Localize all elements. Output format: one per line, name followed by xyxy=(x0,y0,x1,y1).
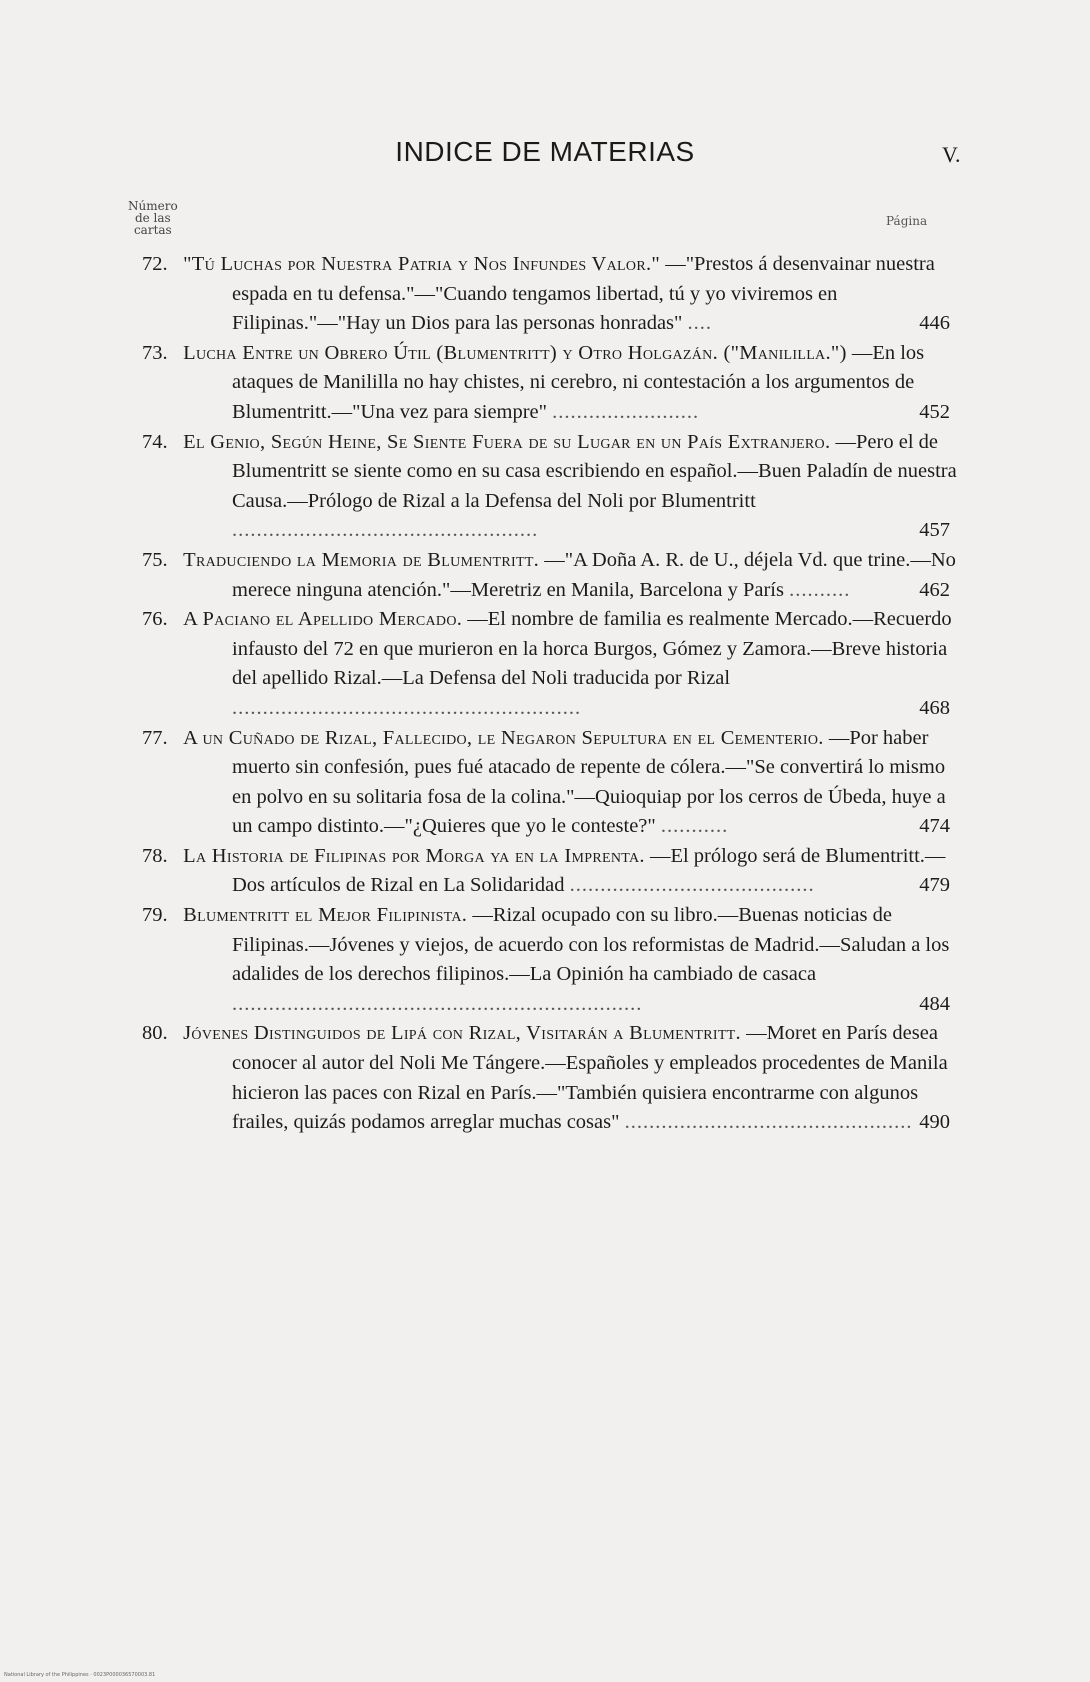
entry-page-number: 468 xyxy=(919,696,950,719)
entry-number: 74. xyxy=(142,430,168,453)
index-entries xyxy=(0,250,1090,1138)
entry-description: —"Prestos á desenvainar nuestra espada en tu defensa."—"Cuando tengamos libertad, tú y yo viviremos en Filipinas."—"Hay un Dios para las personas honradas" xyxy=(232,253,935,335)
entry-page-number: 474 xyxy=(919,815,950,838)
entry-number: 73. xyxy=(142,341,168,364)
column-label-right: Página xyxy=(886,214,928,228)
entry-text-block xyxy=(142,1019,958,1137)
entry-title: A Paciano el Apellido Mercado. xyxy=(183,608,463,631)
entry-leader-dots: ......................................................... xyxy=(232,696,582,719)
entry-title: El Genio, Según Heine, Se Siente Fuera de su Lugar en un País Extranjero. xyxy=(183,430,831,453)
entry-number: 72. xyxy=(142,253,168,275)
scan-source-footer: National Library of the Philippines · 0023P000036570003.81 xyxy=(4,1672,156,1678)
entry-title: Jóvenes Distinguidos de Lipá con Rizal, Visitarán a Blumentritt. xyxy=(183,1022,741,1045)
page-numeral: V. xyxy=(942,142,961,167)
entry-title: Blumentritt el Mejor Filipinista. xyxy=(183,904,468,927)
entry-leader-dots: ........................................ xyxy=(569,874,815,897)
entry-text-block xyxy=(142,546,958,605)
entry-leader-dots: .......... xyxy=(789,578,851,601)
entry-title: Lucha Entre un Obrero Útil (Blumentritt) y Otro Holgazán. ("Manililla.") xyxy=(183,341,847,364)
column-label-left-line-1: Número xyxy=(128,199,178,213)
entry-leader-dots: ........................ xyxy=(552,400,700,423)
entry-description: —En los ataques de Manililla no hay chistes, ni cerebro, ni contestación a los argumentos de Blumentritt.—"Una vez para siempre" xyxy=(232,341,925,423)
entry-number: 75. xyxy=(142,548,168,571)
entry-number: 79. xyxy=(142,904,168,927)
entry-description: —Pero el de Blumentritt se siente como en su casa escribiendo en español.—Buen Paladín de nuestra Causa.—Prólogo de Rizal a la Defensa del Noli por Blumentritt xyxy=(232,430,957,512)
index-entry-74 xyxy=(142,428,957,546)
entry-text-block xyxy=(142,339,958,428)
entry-text-block xyxy=(142,605,958,723)
entry-title: "Tú Luchas por Nuestra Patria y Nos Infundes Valor." xyxy=(183,253,661,275)
entry-page-number: 479 xyxy=(919,874,950,897)
entry-description: —Por haber muerto sin confesión, pues fué atacado de repente de cólera.—"Se convertirá lo mismo en polvo en su solitaria fosa de la colina."—Quioquiap por los cerros de Úbeda, huye a un campo distinto.—"¿Quieres que yo le conteste?" xyxy=(232,726,946,838)
column-label-left-line-2: de las xyxy=(134,211,171,225)
column-label-left xyxy=(128,200,178,236)
entry-page-number: 484 xyxy=(919,992,950,1015)
index-entry-79 xyxy=(142,901,950,1019)
entry-description: —Moret en París desea conocer al autor del Noli Me Tángere.—Españoles y empleados procedentes de Manila hicieron las paces con Rizal en París.—"También quisiera encontrarme con algunos frailes, quizás podamos arreglar muchas cosas" xyxy=(232,1022,948,1134)
entry-title: La Historia de Filipinas por Morga ya en la Imprenta. xyxy=(183,844,645,867)
index-entry-80 xyxy=(142,1019,950,1137)
entry-number: 76. xyxy=(142,608,168,631)
entry-leader-dots: ............................................... xyxy=(624,1111,913,1134)
entry-number: 78. xyxy=(142,844,168,867)
entry-title: Traduciendo la Memoria de Blumentritt. xyxy=(183,548,540,571)
entry-number: 80. xyxy=(142,1022,168,1045)
entry-title: A un Cuñado de Rizal, Fallecido, le Negaron Sepultura en el Cementerio. xyxy=(183,726,824,749)
entry-leader-dots: ........... xyxy=(660,815,729,838)
entry-description: —Rizal ocupado con su libro.—Buenas noticias de Filipinas.—Jóvenes y viejos, de acuerdo con los reformistas de Madrid.—Saludan a los adalides de los derechos filipinos.—La Opinión ha cambiado de casaca xyxy=(232,904,950,986)
entry-leader-dots: .................................................. xyxy=(232,519,539,542)
entry-text-block xyxy=(142,724,958,842)
entry-leader-dots: .... xyxy=(687,312,713,335)
index-entry-77 xyxy=(142,724,950,842)
entry-text-block xyxy=(142,901,958,1019)
entry-text-block xyxy=(142,428,958,546)
column-label-left-line-3: cartas xyxy=(133,223,172,237)
entry-description: —El nombre de familia es realmente Mercado.—Recuerdo infausto del 72 en que murieron en la horca Burgos, Gómez y Zamora.—Breve historia del apellido Rizal.—La Defensa del Noli traducida por Rizal xyxy=(232,608,952,690)
entry-leader-dots: ................................................................... xyxy=(232,992,643,1015)
entry-text-block xyxy=(142,842,958,901)
entry-description: —El prólogo será de Blumentritt.—Dos artículos de Rizal en La Solidaridad xyxy=(232,844,946,897)
entry-description: —"A Doña A. R. de U., déjela Vd. que trine.—No merece ninguna atención."—Meretriz en Manila, Barcelona y París xyxy=(232,548,956,601)
index-entry-76 xyxy=(142,605,950,723)
index-entry-75 xyxy=(142,546,956,605)
entry-page-number: 446 xyxy=(919,312,950,335)
entry-page-number: 452 xyxy=(919,400,950,423)
index-entry-73 xyxy=(142,339,950,428)
entry-text-block xyxy=(142,250,958,339)
entry-page-number: 462 xyxy=(919,578,950,601)
entry-page-number: 457 xyxy=(919,519,950,542)
page-title: INDICE DE MATERIAS xyxy=(395,136,695,167)
entry-page-number: 490 xyxy=(919,1111,950,1134)
entry-number: 77. xyxy=(142,726,168,749)
index-entry-72 xyxy=(142,250,950,339)
index-entry-78 xyxy=(142,842,950,901)
